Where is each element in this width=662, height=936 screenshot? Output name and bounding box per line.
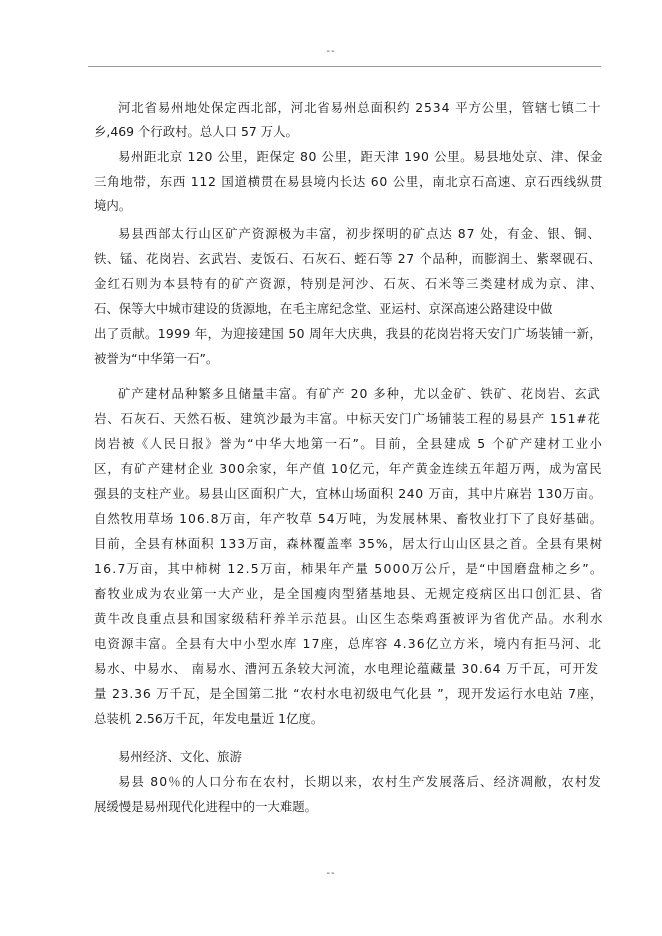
paragraph-3-line-3: 金红石则为本县特有的矿产资源，特别是河沙、石灰、石米等三类建材成为京、津、 [94, 276, 604, 291]
paragraph-4-line-1: 矿产建材品种繁多且储量丰富。有矿产 20 多种，尤以金矿、铁矿、花岗岩、玄武 [118, 386, 601, 401]
paragraph-1-line-1: 河北省易州地处保定西北部，河北省易州总面积约 2534 平方公里，管辖七镇二十 [118, 100, 602, 115]
section-heading: 易州经济、文化、旅游 [118, 749, 242, 764]
paragraph-4-line-8: 16.7万亩，其中柿树 12.5万亩，柿果年产量 5000万公斤，是“中国磨盘柿之乡”。 [94, 561, 604, 576]
paragraph-4-line-6: 自然牧用草场 106.8万亩，年产牧草 54万吨，为发展林果、畜牧业打下了良好基础。 [94, 511, 603, 526]
paragraph-4-line-13: 量 23.36 万千瓦，是全国第二批 “农村水电初级电气化县 ”，现开发运行水电站 7座， [94, 686, 604, 701]
paragraph-3-line-2: 铁、锰、花岗岩、玄武岩、麦饭石、石灰石、蛭石等 27 个品种，而膨润土、紫翠砚石、 [94, 251, 602, 266]
paragraph-4-line-5: 强县的支柱产业。易县山区面积广大，宜林山场面积 240 万亩，其中片麻岩 130万亩。 [94, 486, 602, 501]
paragraph-4-line-7: 目前，全县有林面积 133万亩，森林覆盖率 35%，居太行山山区县之首。全县有果树 [94, 536, 603, 551]
paragraph-3-line-1: 易县西部太行山区矿产资源极为丰富，初步探明的矿点达 87 处，有金、银、铜、 [118, 226, 601, 241]
paragraph-4-line-4: 区，有矿产建材企业 300余家，年产值 10亿元，年产黄金连续五年超万两，成为富民 [94, 461, 603, 476]
paragraph-4-line-2: 岩、石灰石、天然石板、建筑沙最为丰富。中标天安门广场铺装工程的易县产 151#花 [94, 411, 601, 426]
paragraph-6-line-2: 展缓慢是易州现代化进程中的一大难题。 [94, 799, 318, 814]
paragraph-1-line-2: 乡,469 个行政村。总人口 57 万人。 [94, 124, 298, 139]
paragraph-3-line-4: 石、保等大中城市建设的货源地，在毛主席纪念堂、亚运村、京深高速公路建设中做 [94, 301, 553, 316]
paragraph-3-line-6: 被誉为“中华第一石”。 [94, 351, 219, 366]
paragraph-4-line-10: 黄牛改良重点县和国家级秸秆养羊示范县。山区生态柴鸡蛋被评为省优产品。水利水 [94, 611, 604, 626]
paragraph-4-line-12: 易水、中易水、 南易水、漕河五条较大河流，水电理论蕴藏量 30.64 万千瓦，可开发 [94, 661, 599, 676]
page-footer-mark: -- [326, 868, 336, 879]
paragraph-4-line-9: 畜牧业成为农业第一大产业，是全国瘦肉型猪基地县、无规定疫病区出口创汇县、省 [94, 586, 604, 601]
paragraph-2-line-1: 易州距北京 120 公里，距保定 80 公里，距天津 190 公里。易县地处京、津、保金 [118, 149, 604, 164]
paragraph-6-line-1: 易县 80％的人口分布在农村，长期以来，农村生产发展落后、经济凋敝，农村发 [118, 774, 602, 789]
paragraph-2-line-3: 境内。 [94, 198, 132, 213]
paragraph-4-line-14: 总装机 2.56万千瓦，年发电量近 1亿度。 [94, 711, 324, 726]
header-divider [88, 66, 601, 67]
page-header-mark: -- [326, 46, 336, 57]
paragraph-3-line-5: 出了贡献。1999 年，为迎接建国 50 周年大庆典，我县的花岗岩将天安门广场装铺一新， [94, 326, 603, 341]
paragraph-2-line-2: 三角地带，东西 112 国道横贯在易县境内长达 60 公里，南北京石高速、京石西线纵贯 [94, 174, 604, 189]
paragraph-4-line-11: 电资源丰富。全县有大中小型水库 17座，总库容 4.36亿立方米，境内有拒马河、北 [94, 636, 603, 651]
paragraph-4-line-3: 岗岩被《人民日报》誉为“中华大地第一石”。目前，全县建成 5 个矿产建材工业小 [94, 436, 604, 451]
